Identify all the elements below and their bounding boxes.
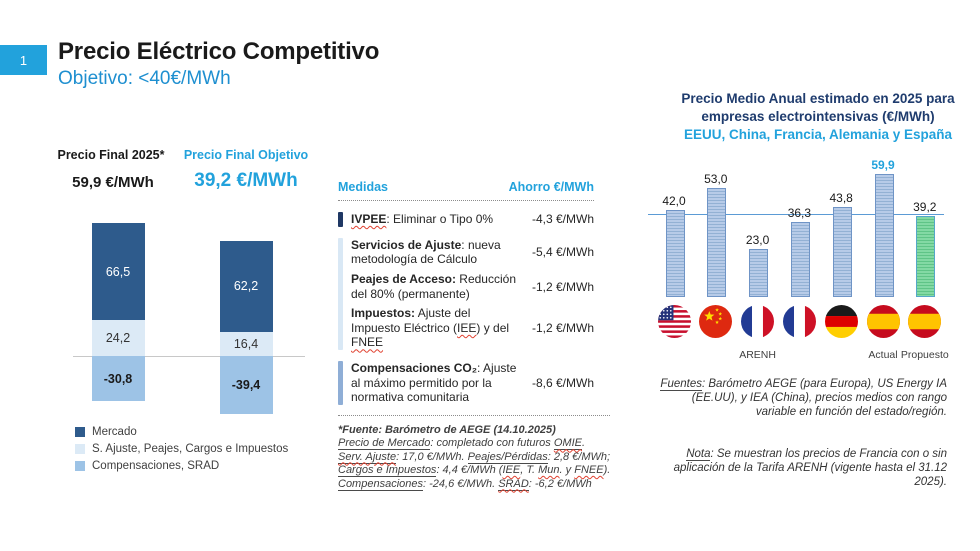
flag-spain-icon (867, 305, 900, 338)
flag-sublabel: Propuesto (900, 349, 949, 361)
measures-footnote (338, 424, 612, 491)
nota-label: Nota (686, 448, 711, 460)
bar-value-label: 36,3 (787, 205, 812, 220)
measure-group (338, 212, 594, 227)
measure-items (351, 212, 594, 227)
measure-label: Peajes de Acceso: Reducción del 80% (permanente) (351, 271, 516, 301)
legend-label: Compensaciones, SRAD (92, 460, 220, 472)
segment-value-label: -30,8 (103, 371, 133, 386)
legend-swatch (75, 427, 85, 437)
country-bar (833, 207, 852, 298)
measure-row (351, 306, 594, 350)
country-bar (749, 249, 768, 298)
country-chart-subtitle: EEUU, China, Francia, Alemania y España (683, 126, 953, 142)
footnote-line: Precio de Mercado: completado con futuros OMIE. (338, 437, 586, 450)
country-bar (916, 216, 935, 297)
legend-item (75, 460, 288, 472)
measure-label: IVPEE: Eliminar o Tipo 0% (351, 212, 494, 226)
stacked-bar-segment (92, 356, 145, 401)
measure-items (351, 238, 594, 350)
measure-value: -8,6 €/MWh (531, 375, 594, 390)
column-header-2025: Precio Final 2025* (57, 148, 165, 162)
legend-item (75, 426, 288, 438)
left-chart (55, 148, 340, 488)
measure-label: Compensaciones CO₂: Ajuste al máximo permitido por la normativa comunitaria (351, 361, 517, 405)
column-value-2025: 59,9 €/MWh (72, 174, 154, 191)
nota-text: : Se muestran los precios de Francia con o sin aplicación de la Tarifa ARENH (vigente hasta el 31.12 2025). (673, 448, 947, 488)
measure-row (351, 238, 594, 267)
fuentes-text: : Barómetro AEGE (para Europa), US Energy IA (EE.UU), y IEA (China), precios medios con rango variable en función del estado/región. (691, 378, 947, 418)
bar-value-label: 23,0 (745, 232, 770, 247)
flag-usa-icon (658, 305, 691, 338)
segment-value-label: 24,2 (105, 331, 131, 346)
page-subtitle: Objetivo: <40€/MWh (58, 68, 231, 89)
segment-value-label: 16,4 (233, 336, 259, 351)
bar-value-label: 43,8 (829, 190, 853, 205)
footnote-line: Serv. Ajuste: 17,0 €/MWh. Peajes/Pérdidas: 2,8 €/MWh; (338, 450, 611, 463)
measure-row (351, 361, 594, 405)
stacked-bar-segment (220, 332, 273, 356)
measure-label: Servicios de Ajuste: nueva metodología de Cálculo (351, 237, 501, 267)
footnote-line: *Fuente: Barómetro de AEGE (14.10.2025) (338, 423, 556, 436)
flag-germany-icon (825, 305, 858, 338)
flag-china-icon (699, 305, 732, 338)
bar-value-label: 42,0 (662, 194, 686, 209)
measures-header-left: Medidas (338, 180, 389, 194)
page-title: Precio Eléctrico Competitivo (58, 38, 380, 65)
bar-value-label: 39,2 (913, 199, 937, 214)
country-bar (666, 210, 685, 297)
slide-number-badge: 1 (0, 45, 47, 75)
measure-group-indicator (338, 212, 343, 227)
stacked-legend (75, 426, 288, 477)
measure-value: -4,3 €/MWh (531, 212, 594, 227)
measure-group-indicator (338, 361, 343, 405)
measure-items (351, 361, 594, 405)
measures-header-right: Ahorro €/MWh (508, 180, 594, 194)
country-bar (707, 188, 726, 297)
measure-value: -1,2 €/MWh (531, 321, 594, 336)
stacked-bar-segment (92, 320, 145, 356)
legend-label: Mercado (92, 426, 137, 438)
measures-header (338, 180, 594, 194)
nota-note (657, 448, 947, 489)
country-chart-title (668, 90, 968, 143)
country-bar (791, 222, 810, 297)
country-bar (875, 174, 894, 297)
measure-groups (338, 212, 594, 405)
measure-group (338, 361, 594, 405)
measure-group-indicator (338, 238, 343, 350)
measure-label: Impuestos: Ajuste del Impuesto Eléctrico (IEE) y del FNEE (351, 306, 510, 350)
flag-spain-icon (908, 305, 941, 338)
footnote-line: Compensaciones: -24,6 €/MWh. SRAD: -6,2 €/MWh (338, 477, 592, 490)
measure-value: -5,4 €/MWh (531, 245, 594, 260)
stacked-bar-segment (220, 241, 273, 332)
bar-value-label: 53,0 (704, 171, 728, 186)
bar-value-label: 59,9 (871, 158, 895, 172)
dotted-divider (338, 200, 594, 201)
measures-table (338, 180, 611, 491)
segment-value-label: 62,2 (233, 279, 259, 294)
footnote-line: Cargos e Impuestos: 4,4 €/MWh (IEE, T. Mun. y FNEE). (338, 464, 611, 477)
flag-sublabel: ARENH (739, 349, 776, 361)
stacked-bar-segment (220, 356, 273, 414)
country-price-plot (648, 160, 948, 370)
dotted-divider (338, 415, 610, 416)
flag-sublabel: Actual (868, 349, 898, 361)
legend-swatch (75, 444, 85, 454)
stacked-bar-segment (92, 223, 145, 321)
segment-value-label: 66,5 (105, 264, 131, 279)
legend-label: S. Ajuste, Peajes, Cargos e Impuestos (92, 443, 289, 455)
fuentes-label: Fuentes (660, 378, 702, 390)
country-chart-title-line1: Precio Medio Anual estimado en 2025 para (681, 91, 955, 106)
legend-item (75, 443, 288, 455)
stacked-bar-plot (55, 148, 340, 423)
flag-france-icon (783, 305, 816, 338)
measure-group (338, 238, 594, 350)
country-chart-title-line2: empresas electrointensivas (€/MWh) (701, 108, 935, 124)
legend-swatch (75, 461, 85, 471)
measure-row (351, 212, 594, 227)
measure-value: -1,2 €/MWh (531, 279, 594, 294)
segment-value-label: -39,4 (231, 377, 261, 392)
measure-row (351, 272, 594, 301)
fuentes-note (657, 378, 947, 419)
column-value-objetivo: 39,2 €/MWh (194, 170, 298, 191)
column-header-objetivo: Precio Final Objetivo (183, 148, 309, 162)
flag-france-icon (741, 305, 774, 338)
